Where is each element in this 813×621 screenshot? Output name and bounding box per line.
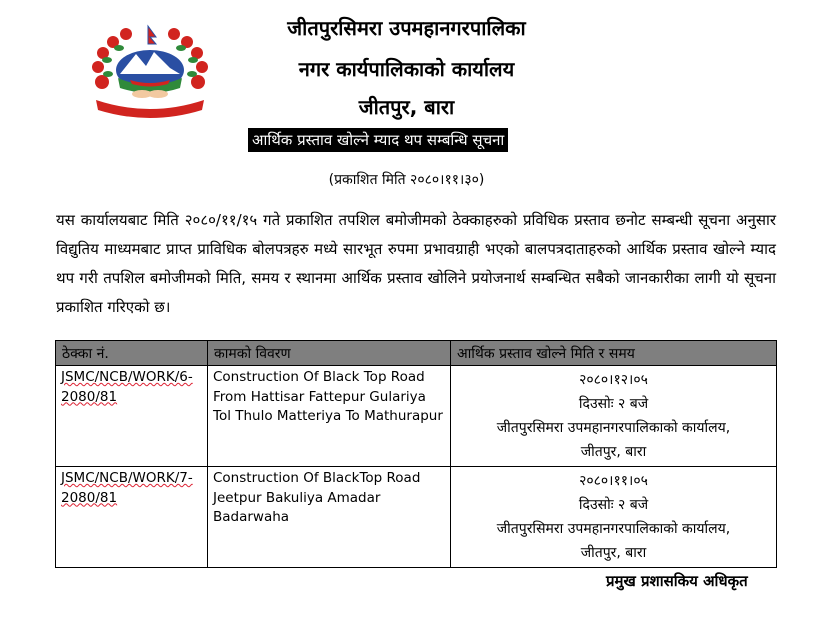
bid-table [55, 340, 777, 568]
table-header-row [56, 341, 777, 366]
opening-date: २०८०।१२।०५ [579, 372, 648, 388]
description-cell [208, 366, 451, 467]
header-contract-no: ठेक्का नं. [56, 341, 208, 366]
work-description: Construction Of BlackTop Road Jeetpur Bakuliya Amadar Badarwaha [213, 470, 421, 525]
header-description: कामको विवरण [208, 341, 451, 366]
notice-title: आर्थिक प्रस्ताव खोल्ने म्याद थप सम्बन्धि सूचना [248, 128, 508, 152]
opening-time: दिउसोः २ बजे [578, 497, 649, 513]
opening-schedule-cell [451, 467, 777, 568]
office-subtitle: नगर कार्यपालिकाको कार्यालय [298, 57, 515, 81]
table-row [56, 467, 777, 568]
opening-schedule-cell [451, 366, 777, 467]
opening-place: जीतपुरसिमरा उपमहानगरपालिकाको कार्यालय, [496, 420, 731, 436]
opening-city: जीतपुर, बारा [580, 545, 647, 561]
header-opening-date: आर्थिक प्रस्ताव खोल्ने मिति र समय [451, 341, 777, 366]
description-cell [208, 467, 451, 568]
contract-no-cell [56, 366, 208, 467]
opening-place: जीतपुरसिमरा उपमहानगरपालिकाको कार्यालय, [496, 521, 731, 537]
opening-city: जीतपुर, बारा [580, 444, 647, 460]
work-description: Construction Of Black Top Road From Hattisar Fattepur Gulariya Tol Thulo Matteriya To Mathurapur [213, 369, 443, 424]
contract-no: JSMC/NCB/WORK/7-2080/81 [61, 470, 193, 506]
opening-time: दिउसोः २ बजे [578, 396, 649, 412]
table-row [56, 366, 777, 467]
opening-date: २०८०।११।०५ [579, 473, 648, 489]
office-name: जीतपुरसिमरा उपमहानगरपालिका [287, 16, 526, 40]
notice-body: यस कार्यालयबाट मिति २०८०/११/१५ गते प्रकाशित तपशिल बमोजीमको ठेक्काहरुको प्रविधिक प्रस्ताव छनोट सम्बन्धी सूचना अनुसार विद्युतिय माध्यमबाट प्राप्त प्राविधिक बोलपत्रहरु मध्ये सारभूत रुपमा प्रभावग्राही भएको बालपत्रदाताहरुको आर्थिक प्रस्ताव खोल्ने म्याद थप गरी तपशिल बमोजीमको मिति, समय र स्थानमा आर्थिक प्रस्ताव खोलिने प्रयोजनार्थ सम्बन्धित सबैको जानकारीका लागी यो सूचना प्रकाशित गरिएको छ। [56, 211, 776, 316]
contract-no-cell [56, 467, 208, 568]
office-location: जीतपुर, बारा [358, 95, 455, 119]
signature: प्रमुख प्रशासकिय अधिकृत [606, 572, 748, 590]
contract-no: JSMC/NCB/WORK/6-2080/81 [61, 369, 193, 405]
published-date: (प्रकाशित मिति २०८०।११।३०) [328, 172, 485, 188]
